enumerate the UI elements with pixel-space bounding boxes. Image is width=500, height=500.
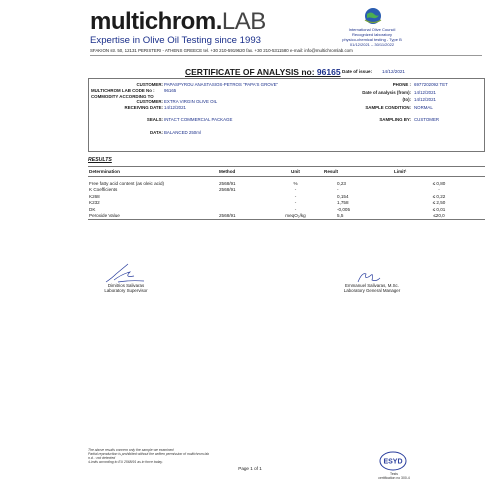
seals-label: SEALS: — [146, 117, 163, 122]
analysis-from-value: 14/12/2021 — [414, 90, 436, 95]
footer-note: The above results concern only the sample we examined — [88, 448, 174, 452]
certificate-title-label: CERTIFICATE OF ANALYSIS no: — [185, 67, 315, 77]
manager-role: Laboratory General Manager — [343, 288, 401, 293]
esyd-line: certification no 300-4 — [378, 476, 410, 480]
ioc-line: International Olive Council — [348, 27, 396, 32]
results-table — [88, 166, 485, 220]
data-label: DATA: — [149, 130, 163, 135]
esyd-logo-text: ESYD — [383, 458, 403, 466]
cell-result: 0,154 — [337, 193, 349, 199]
supervisor-signature — [100, 262, 160, 284]
lab-code-value: 96165 — [164, 88, 177, 93]
date-of-issue-label: Date of issue: — [342, 69, 373, 74]
cell-determination: Free fatty acid content (as oleic acid) — [89, 181, 165, 186]
receiving-date-value: 14/12/2021 — [164, 105, 186, 110]
manager-block — [332, 283, 412, 293]
address-line: SFAKION str. 50, 12131 PERISTERI - ATHENS GREECE tel. +30 210-5919620 fax. +30 210-5311580 e-mail: info@multichromlab.com — [90, 48, 482, 56]
header-limit: Limit¹ — [393, 167, 485, 177]
analysis-from-label: Date of analysis (from): — [362, 90, 411, 95]
cell-determination: Peroxide Value — [88, 212, 218, 219]
header-unit: Unit — [268, 167, 323, 177]
certificate-info-box — [88, 78, 485, 152]
customer-label: CUSTOMER: — [136, 82, 163, 87]
company-logo — [90, 9, 266, 35]
ioc-line: Recognized laboratory — [351, 32, 393, 37]
cell-limit: ≤ 0,22 — [432, 193, 446, 199]
cell-limit: ≤20,0 — [393, 212, 485, 219]
header-result: Result — [323, 167, 393, 177]
certificate-number: 96165 — [316, 67, 341, 77]
analysis-to-label: (to): — [402, 97, 411, 102]
certificate-title — [185, 67, 341, 77]
ioc-globe-icon — [362, 6, 384, 26]
seals-value: INTACT COMMERCIAL PACKAGE — [164, 117, 233, 122]
commodity-label-line1: COMMODITY ACCORDING TO — [91, 94, 154, 99]
cell-unit: meqO₂/kg — [268, 212, 323, 219]
cell-limit: ≤ 0,80 — [432, 181, 446, 186]
customer-value: PAPASPYROU ANASTASIOS-PETROS "PAPA'S GROVE" — [164, 82, 279, 87]
cell-limit: ≤ 0,01 — [432, 206, 446, 212]
cell-determination: DK — [89, 206, 96, 212]
data-value: BALANCED 250ml — [164, 130, 201, 135]
header-determination: Determination — [88, 167, 218, 177]
cell-unit: - — [294, 206, 297, 212]
manager-name: Emmanuel Salivaras, M.Sc. — [345, 283, 399, 288]
ioc-line: 01/12/2021 – 30/11/2022 — [349, 42, 395, 47]
ioc-recognition — [322, 27, 422, 47]
phone-value: 6977202092 TET — [414, 82, 448, 87]
supervisor-name: Dimitrios Salivaras — [107, 283, 145, 288]
lab-code-label: MULTICHROM LAB CODE No : — [91, 88, 155, 93]
tagline: Expertise in Olive Oil Testing since 1993 — [90, 35, 261, 46]
cell-unit: - — [294, 193, 297, 199]
esyd-line: Tests — [390, 472, 398, 476]
cell-result: 5,5 — [323, 212, 393, 219]
cell-unit: - — [294, 187, 297, 193]
commodity-value: EXTRA VIRGIN OLIVE OIL — [164, 99, 218, 104]
sampling-by-label: SAMPLING BY: — [379, 117, 411, 122]
cell-result: -0,005 — [337, 206, 351, 212]
commodity-label-line2: CUSTOMER: — [136, 99, 163, 104]
table-row — [88, 212, 485, 219]
cell-method: 2568/91 — [218, 212, 268, 219]
footer-notes — [88, 448, 209, 464]
logo-dot: . — [215, 8, 222, 35]
footer-note: n.d. : not detected — [88, 456, 116, 460]
sample-condition-label: SAMPLE CONDITION: — [365, 105, 411, 110]
cell-limit: ≤ 2,50 — [432, 200, 446, 206]
cell-unit: - — [294, 200, 297, 206]
header-method: Method — [218, 167, 268, 177]
esyd-certification — [374, 472, 414, 480]
cell-method: 2568/91 — [219, 181, 236, 186]
logo-main: multichrom — [90, 8, 216, 35]
sample-condition-value: NORMAL — [414, 105, 433, 110]
sampling-by-value: CUSTOMER — [414, 117, 440, 122]
table-row — [88, 177, 485, 187]
cell-unit: % — [293, 181, 298, 186]
cell-determination: K232 — [89, 200, 100, 206]
results-title: RESULTS — [88, 157, 112, 163]
cell-determination: K268 — [89, 193, 100, 199]
footer-note: Partial reproduction is prohibited without the written permission of multichrom.lab — [88, 452, 209, 456]
page-number: Page 1 of 1 — [238, 466, 262, 471]
cell-determination: K Coefficients — [89, 187, 118, 193]
supervisor-block — [86, 283, 166, 293]
logo-lab: LAB — [221, 8, 266, 35]
cell-limit: - — [438, 187, 440, 193]
analysis-to-value: 14/12/2021 — [414, 97, 436, 102]
supervisor-role: Laboratory Supervisor — [104, 288, 148, 293]
cell-result: 1,758 — [337, 200, 349, 206]
date-of-issue-value: 14/12/2021 — [382, 69, 405, 74]
results-header-row — [88, 167, 485, 177]
cell-method: 2568/91 — [219, 187, 236, 193]
cell-result: 0,23 — [337, 181, 346, 186]
receiving-date-label: RECEIVING DATE: — [124, 105, 163, 110]
phone-label: PHONE : — [392, 82, 411, 87]
cell-result: - — [337, 187, 339, 193]
footer-note: ¹Limits according to EU 2568/91 as in force today. — [88, 460, 163, 464]
ioc-line: physico-chemical testing - Type B — [342, 37, 402, 42]
